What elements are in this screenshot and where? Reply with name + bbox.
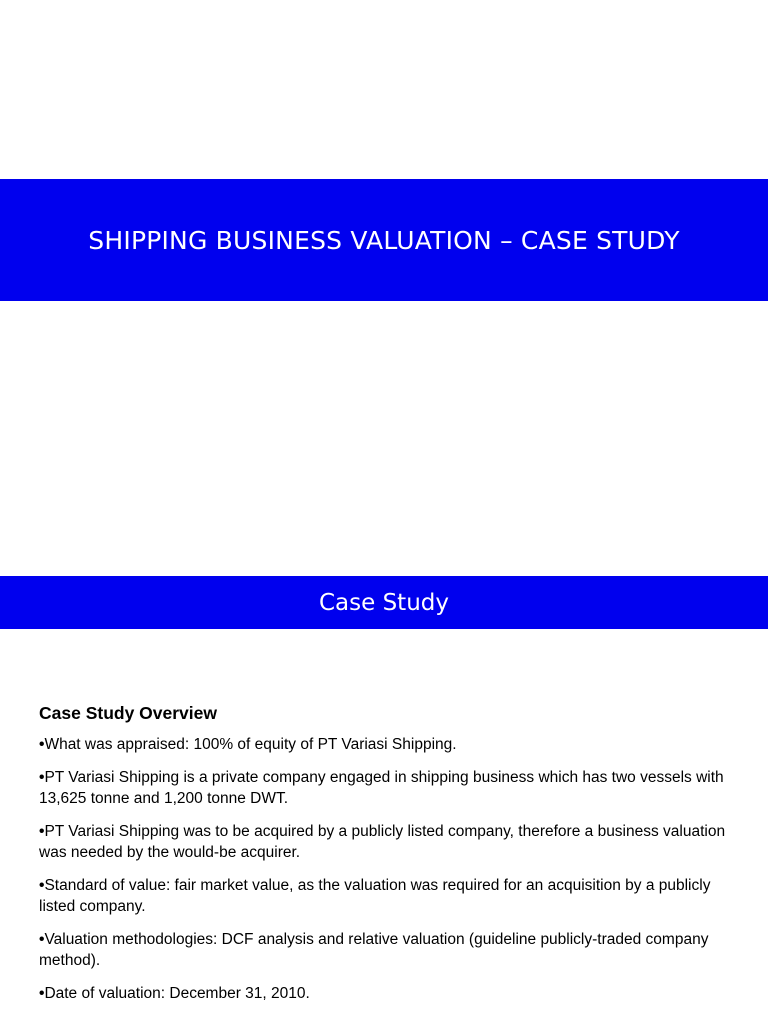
bullet-icon: • [39, 931, 45, 948]
bullet-item [39, 983, 739, 1004]
bullet-icon: • [39, 769, 45, 786]
bullet-icon: • [39, 877, 45, 894]
bullet-icon: • [39, 823, 45, 840]
overview-heading: Case Study Overview [39, 703, 217, 723]
case-study-overview [39, 703, 739, 1016]
bullet-item [39, 767, 739, 809]
bullet-item [39, 734, 739, 755]
title-banner [0, 179, 768, 301]
bullet-text: Valuation methodologies: DCF analysis and relative valuation (guideline publicly-traded company method). [39, 931, 709, 969]
bullet-text: Date of valuation: December 31, 2010. [44, 985, 310, 1002]
bullet-item [39, 875, 739, 917]
page-title: SHIPPING BUSINESS VALUATION – CASE STUDY [88, 225, 680, 255]
bullet-item [39, 821, 739, 863]
bullet-text: What was appraised: 100% of equity of PT Variasi Shipping. [44, 736, 457, 753]
bullet-icon: • [39, 736, 45, 753]
section-banner [0, 576, 768, 629]
bullet-icon: • [39, 985, 45, 1002]
bullet-item [39, 929, 739, 971]
bullet-text: Standard of value: fair market value, as the valuation was required for an acquisition by a publicly listed company. [39, 877, 711, 915]
bullet-text: PT Variasi Shipping was to be acquired by a publicly listed company, therefore a business valuation was needed by the would-be acquirer. [39, 823, 726, 861]
bullet-text: PT Variasi Shipping is a private company engaged in shipping business which has two vessels with 13,625 tonne and 1,200 tonne DWT. [39, 769, 724, 807]
section-title: Case Study [318, 589, 449, 616]
